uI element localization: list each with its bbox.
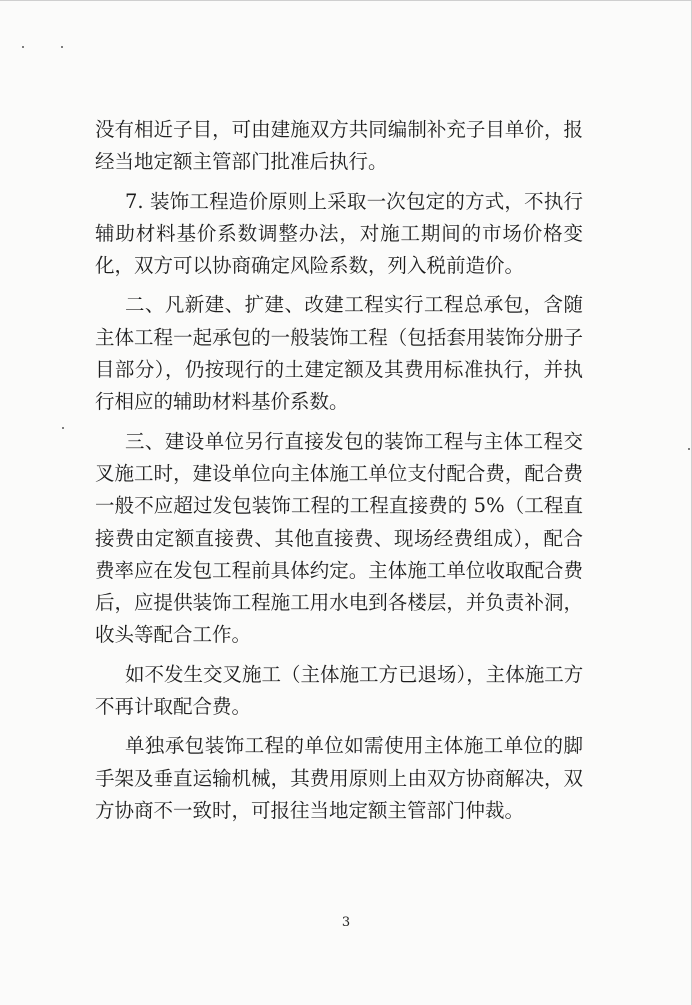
scan-speck [61,46,63,48]
text-line: 叉施工时，建设单位向主体施工单位支付配合费，配合费 [95,461,583,485]
text-line: 费率应在发包工程前具体约定。主体施工单位收取配合费 [95,558,583,582]
scan-edge-top [0,0,692,1]
document-body [95,114,583,827]
paragraph-section-3 [95,426,583,652]
paragraph-scaffolding [95,730,583,827]
text-line: 收头等配合工作。 [95,623,252,647]
text-line: 目部分），仍按现行的土建定额及其费用标准执行，并执 [95,358,583,382]
text-line: 接费由定额直接费、其他直接费、现场经费组成），配合 [95,526,583,550]
text-line: 二、凡新建、扩建、改建工程实行工程总承包，含随 [125,293,583,317]
paragraph-item-7 [95,186,583,283]
text-line: 化，双方可以协商确定风险系数，列入税前造价。 [95,254,525,278]
text-line: 不再计取配合费。 [95,695,252,719]
text-line: 7. 装饰工程造价原则上采取一次包定的方式，不执行 [125,189,583,213]
page-number: 3 [341,915,351,930]
scan-speck [688,448,690,450]
text-line: 一般不应超过发包装饰工程的工程直接费的 5%（工程直 [95,494,583,518]
paragraph-section-2 [95,289,583,418]
text-line: 行相应的辅助材料基价系数。 [95,390,349,414]
text-line: 主体工程一起承包的一般装饰工程（包括套用装饰分册子 [95,325,583,349]
text-line: 没有相近子目，可由建施双方共同编制补充子目单价，报 [95,118,583,141]
text-line: 后，应提供装饰工程施工用水电到各楼层，并负责补洞， [95,591,583,615]
text-line: 经当地定额主管部门批准后执行。 [95,150,388,174]
text-line: 如不发生交叉施工（主体施工方已退场），主体施工方 [125,662,584,686]
text-line: 方协商不一致时，可报往当地定额主管部门仲裁。 [95,798,525,822]
paragraph-no-cross-construction [95,659,583,724]
scan-speck [62,427,64,429]
text-line: 辅助材料基价系数调整办法，对施工期间的市场价格变 [95,221,583,245]
paragraph-continuation [95,114,583,179]
text-line: 三、建设单位另行直接发包的装饰工程与主体工程交 [125,429,583,453]
text-line: 单独承包装饰工程的单位如需使用主体施工单位的脚 [125,734,583,758]
text-line: 手架及垂直运输机械，其费用原则上由双方协商解决，双 [95,766,583,790]
scan-speck [22,46,24,48]
